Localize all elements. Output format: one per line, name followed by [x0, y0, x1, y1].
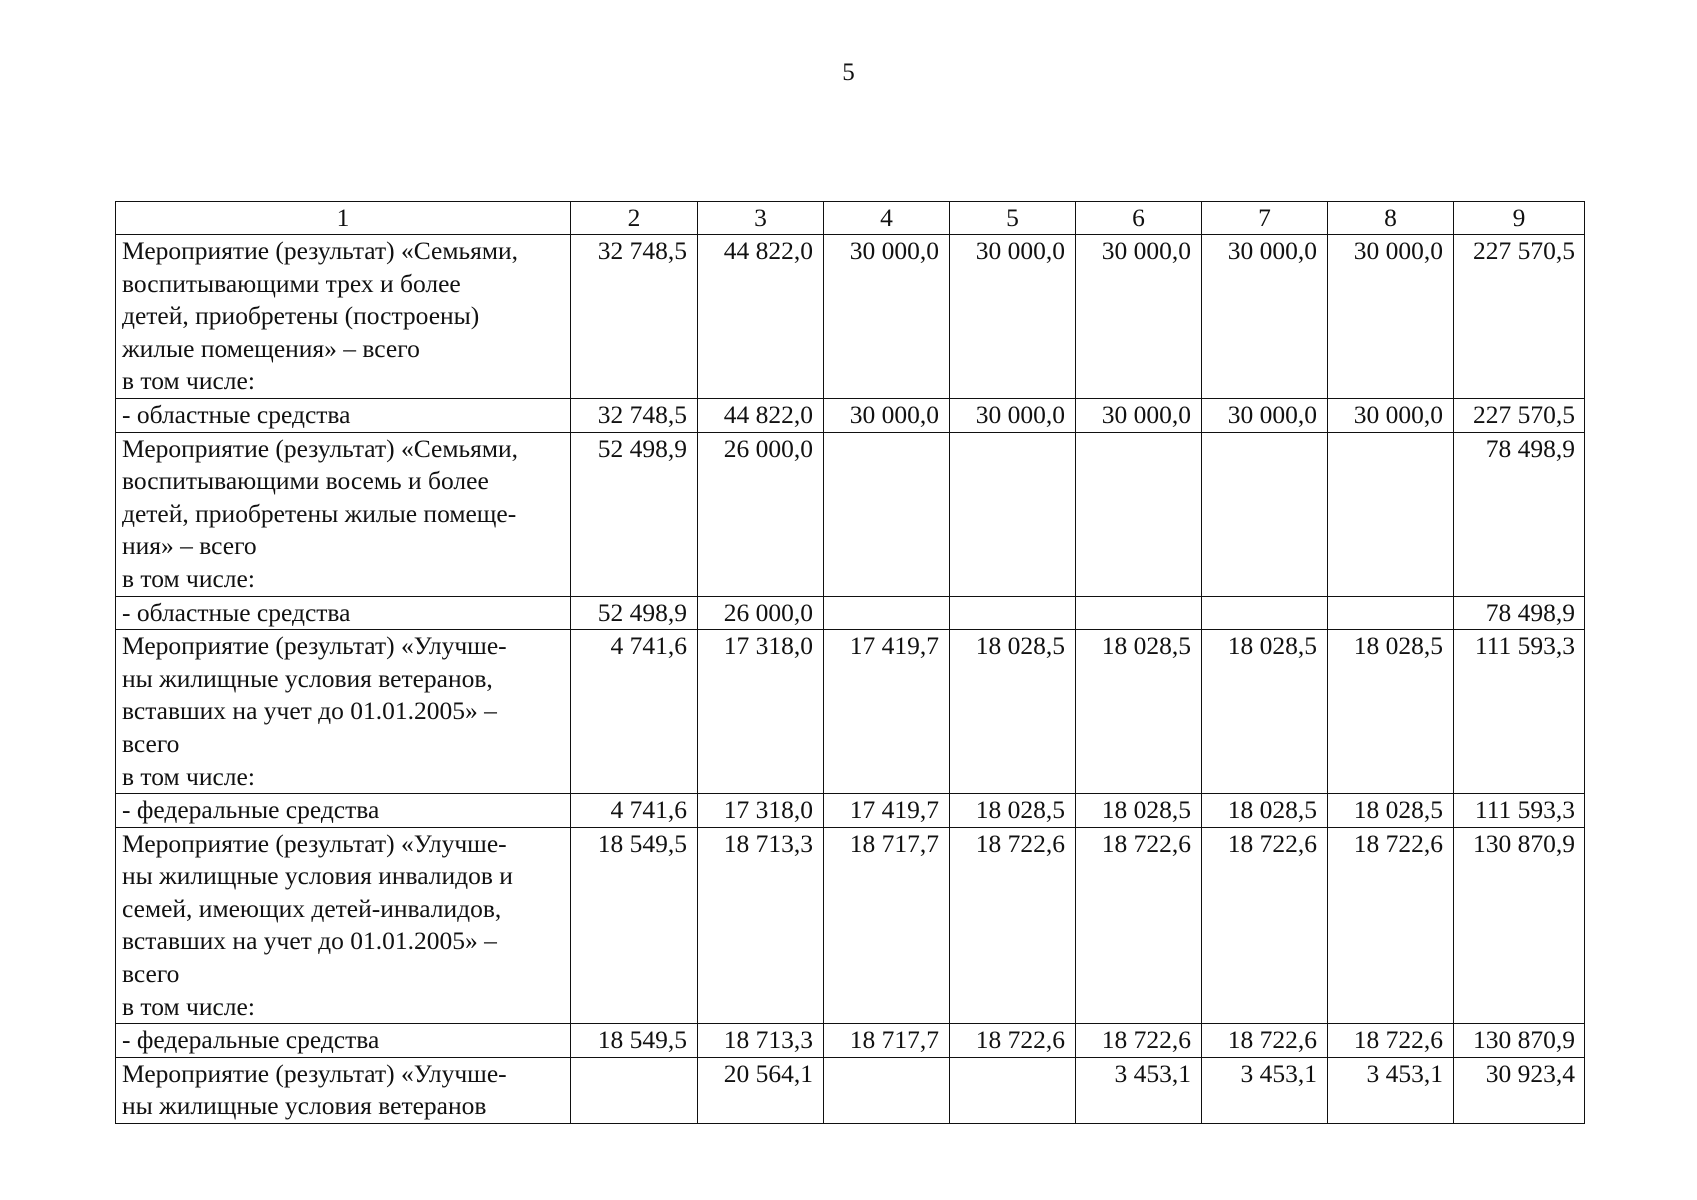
value-cell: 30 000,0 [1076, 398, 1202, 432]
total-value-cell: 78 498,9 [1454, 596, 1585, 630]
value-cell: 30 000,0 [950, 398, 1076, 432]
value-cell [950, 1057, 1076, 1123]
column-number-header: 7 [1202, 202, 1328, 235]
value-cell: 18 028,5 [1202, 630, 1328, 794]
value-cell: 30 000,0 [950, 235, 1076, 399]
value-cell [1328, 596, 1454, 630]
row-label-line: в том числе: [122, 761, 255, 791]
row-label-line: Мероприятие (результат) «Улучше- [122, 631, 507, 661]
column-number-header: 9 [1454, 202, 1585, 235]
value-cell: 18 028,5 [1076, 630, 1202, 794]
value-cell: 18 717,7 [824, 1024, 950, 1058]
value-cell: 44 822,0 [698, 235, 824, 399]
row-label-line: Мероприятие (результат) «Семьями, [122, 236, 518, 265]
row-label-cell [116, 630, 571, 794]
total-value-cell: 111 593,3 [1454, 794, 1585, 828]
value-cell: 18 722,6 [1076, 827, 1202, 1024]
row-label-line: детей, приобретены (построены) [122, 301, 480, 331]
value-cell: 3 453,1 [1202, 1057, 1328, 1123]
value-cell: 30 000,0 [1328, 398, 1454, 432]
row-label-line: воспитывающими трех и более [122, 268, 461, 298]
value-cell: 30 000,0 [1202, 235, 1328, 399]
total-value-cell: 130 870,9 [1454, 1024, 1585, 1058]
activity-row [116, 827, 1585, 1024]
value-cell [950, 432, 1076, 596]
value-cell: 17 318,0 [698, 630, 824, 794]
value-cell: 3 453,1 [1076, 1057, 1202, 1123]
funding-source-row [116, 1024, 1585, 1058]
total-value-cell: 130 870,9 [1454, 827, 1585, 1024]
value-cell: 18 722,6 [1202, 827, 1328, 1024]
value-cell: 30 000,0 [1202, 398, 1328, 432]
value-cell: 18 722,6 [950, 1024, 1076, 1058]
value-cell: 26 000,0 [698, 596, 824, 630]
row-label-line: семей, имеющих детей-инвалидов, [122, 893, 502, 923]
value-cell: 30 000,0 [824, 398, 950, 432]
value-cell: 18 722,6 [1076, 1024, 1202, 1058]
value-cell [824, 432, 950, 596]
value-cell: 18 549,5 [571, 1024, 698, 1058]
value-cell [1076, 596, 1202, 630]
value-cell: 18 028,5 [1202, 794, 1328, 828]
table-body [116, 202, 1585, 1124]
budget-table [115, 201, 1585, 1124]
value-cell: 20 564,1 [698, 1057, 824, 1123]
row-label-line: всего [122, 959, 180, 989]
row-label-line: ны жилищные условия инвалидов и [122, 861, 513, 891]
column-number-header: 4 [824, 202, 950, 235]
value-cell [571, 1057, 698, 1123]
value-cell: 18 722,6 [1328, 1024, 1454, 1058]
value-cell: 17 419,7 [824, 630, 950, 794]
value-cell: 18 717,7 [824, 827, 950, 1024]
value-cell [824, 596, 950, 630]
value-cell: 30 000,0 [1328, 235, 1454, 399]
column-number-header: 3 [698, 202, 824, 235]
row-label-line: Мероприятие (результат) «Семьями, [122, 433, 518, 463]
column-number-header: 2 [571, 202, 698, 235]
value-cell: 18 028,5 [1328, 794, 1454, 828]
column-number-header: 5 [950, 202, 1076, 235]
value-cell [824, 1057, 950, 1123]
total-value-cell: 111 593,3 [1454, 630, 1585, 794]
value-cell [1328, 432, 1454, 596]
row-label-line: в том числе: [122, 366, 255, 396]
value-cell: 18 028,5 [1328, 630, 1454, 794]
column-number-header: 1 [116, 202, 571, 235]
row-label-cell [116, 827, 571, 1024]
value-cell: 17 419,7 [824, 794, 950, 828]
row-label-line: - федеральные средства [122, 795, 380, 825]
row-label-line: в том числе: [122, 991, 255, 1021]
value-cell: 32 748,5 [571, 235, 698, 399]
row-label-line: - федеральные средства [122, 1025, 380, 1055]
row-label-line: Мероприятие (результат) «Улучше- [122, 1058, 507, 1088]
value-cell: 30 000,0 [824, 235, 950, 399]
page-number: 5 [842, 59, 855, 86]
total-value-cell: 227 570,5 [1454, 398, 1585, 432]
value-cell: 18 028,5 [1076, 794, 1202, 828]
value-cell: 18 722,6 [1202, 1024, 1328, 1058]
value-cell: 52 498,9 [571, 596, 698, 630]
value-cell: 3 453,1 [1328, 1057, 1454, 1123]
row-label-line: ны жилищные условия ветеранов, [122, 663, 493, 693]
value-cell: 18 549,5 [571, 827, 698, 1024]
funding-source-row [116, 794, 1585, 828]
row-label-line: детей, приобретены жилые помеще- [122, 498, 517, 528]
value-cell [1202, 596, 1328, 630]
row-label-cell [116, 1024, 571, 1058]
value-cell: 4 741,6 [571, 794, 698, 828]
funding-source-row [116, 596, 1585, 630]
activity-row [116, 630, 1585, 794]
row-label-line: ния» – всего [122, 531, 257, 561]
value-cell: 18 028,5 [950, 794, 1076, 828]
value-cell: 18 722,6 [950, 827, 1076, 1024]
table-header-row [116, 202, 1585, 235]
value-cell: 18 713,3 [698, 827, 824, 1024]
activity-row [116, 432, 1585, 596]
row-label-line: Мероприятие (результат) «Улучше- [122, 828, 507, 858]
total-value-cell: 227 570,5 [1454, 235, 1585, 399]
row-label-line: вставших на учет до 01.01.2005» – [122, 926, 497, 956]
value-cell: 17 318,0 [698, 794, 824, 828]
row-label-line: в том числе: [122, 563, 255, 593]
value-cell: 44 822,0 [698, 398, 824, 432]
value-cell: 26 000,0 [698, 432, 824, 596]
row-label-line: ны жилищные условия ветеранов [122, 1091, 487, 1121]
activity-row [116, 1057, 1585, 1123]
funding-source-row [116, 398, 1585, 432]
value-cell: 30 000,0 [1076, 235, 1202, 399]
row-label-cell [116, 1057, 571, 1123]
value-cell: 18 713,3 [698, 1024, 824, 1058]
row-label-line: всего [122, 728, 180, 758]
value-cell [1202, 432, 1328, 596]
row-label-line: вставших на учет до 01.01.2005» – [122, 696, 497, 726]
row-label-cell [116, 596, 571, 630]
row-label-line: жилые помещения» – всего [122, 333, 420, 363]
value-cell: 52 498,9 [571, 432, 698, 596]
value-cell [950, 596, 1076, 630]
value-cell: 32 748,5 [571, 398, 698, 432]
row-label-cell [116, 235, 571, 399]
total-value-cell: 30 923,4 [1454, 1057, 1585, 1123]
column-number-header: 6 [1076, 202, 1202, 235]
value-cell: 18 028,5 [950, 630, 1076, 794]
value-cell: 4 741,6 [571, 630, 698, 794]
row-label-cell [116, 398, 571, 432]
column-number-header: 8 [1328, 202, 1454, 235]
activity-row [116, 235, 1585, 399]
row-label-cell [116, 432, 571, 596]
value-cell: 18 722,6 [1328, 827, 1454, 1024]
row-label-line: - областные средства [122, 399, 351, 429]
value-cell [1076, 432, 1202, 596]
total-value-cell: 78 498,9 [1454, 432, 1585, 596]
row-label-cell [116, 794, 571, 828]
row-label-line: воспитывающими восемь и более [122, 466, 489, 496]
row-label-line: - областные средства [122, 597, 351, 627]
